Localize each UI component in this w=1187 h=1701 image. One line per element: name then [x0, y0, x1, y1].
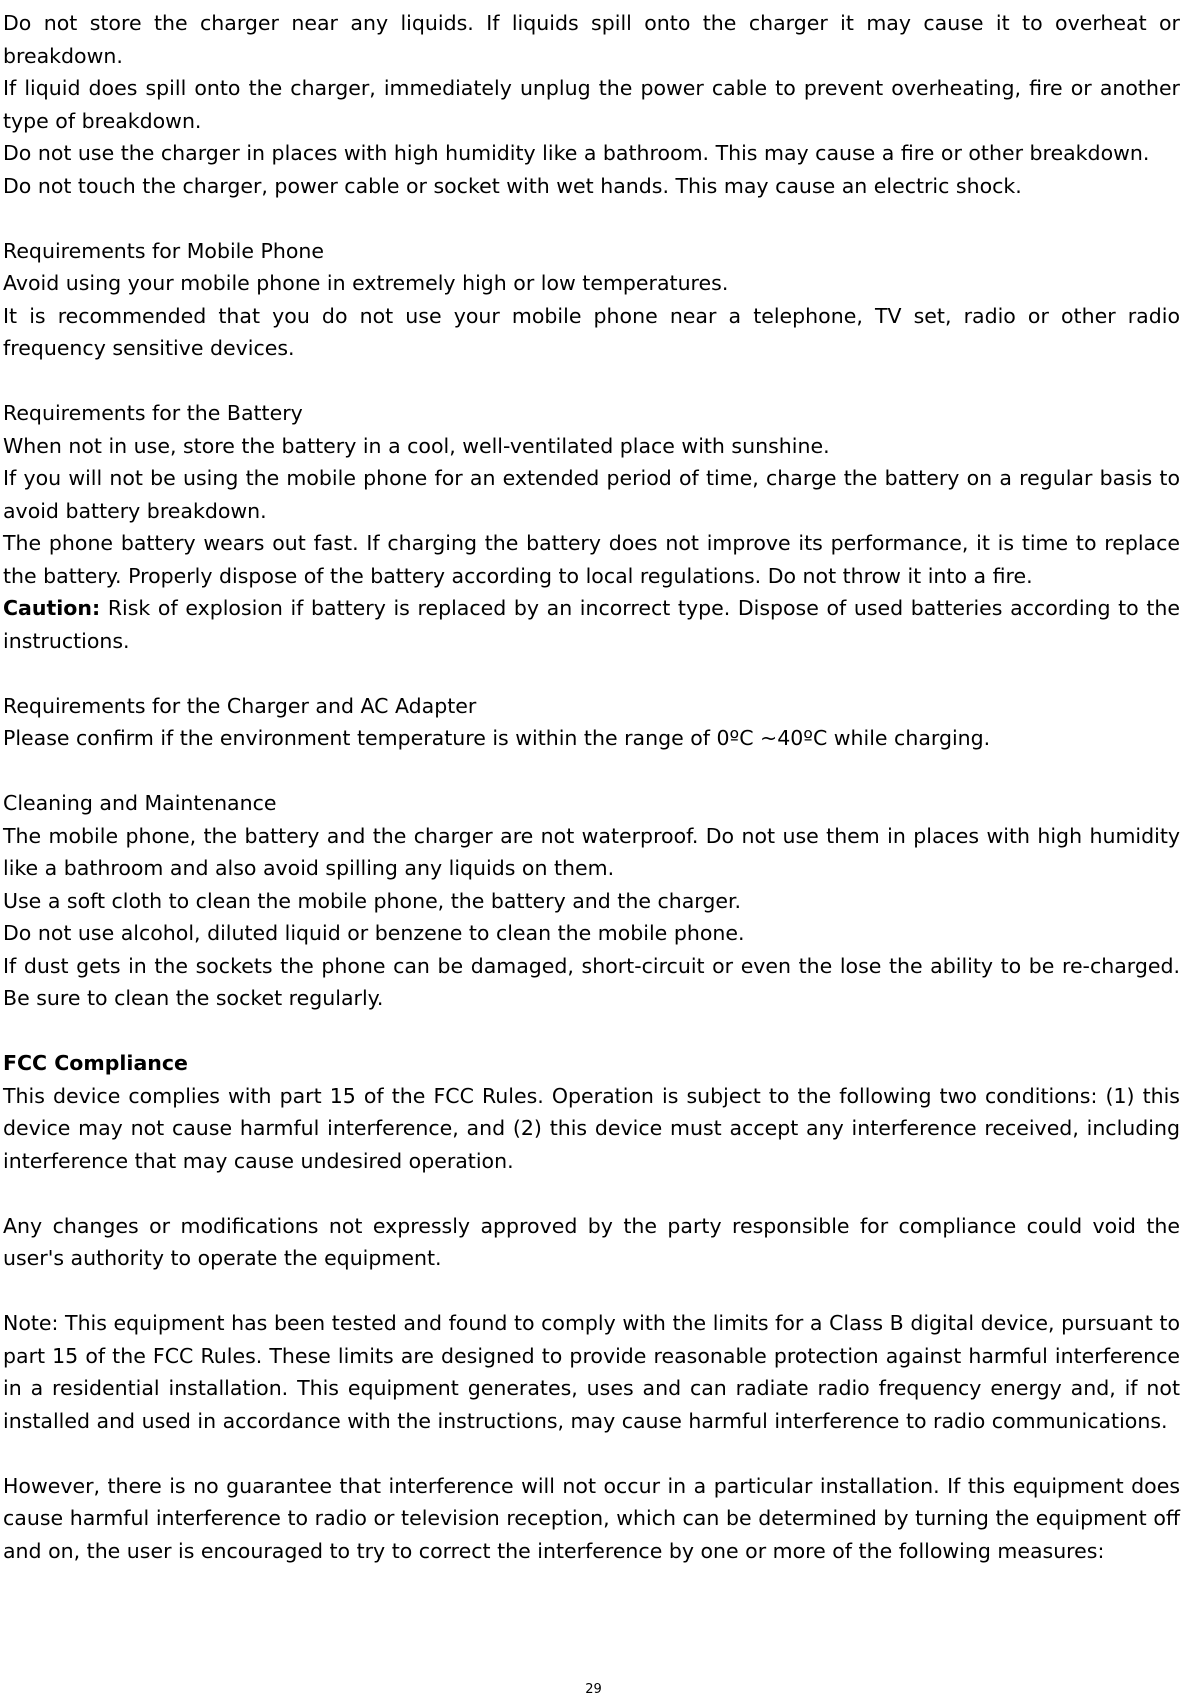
- paragraph: Do not use alcohol, diluted liquid or benzene to clean the mobile phone.: [3, 921, 745, 945]
- caution-paragraph: [3, 592, 1180, 657]
- document-page: [3, 7, 1180, 1567]
- section-heading-fcc: FCC Compliance: [3, 1051, 188, 1075]
- paragraph: Do not store the charger near any liquids. If liquids spill onto the charger it may cause it to overheat or breakdown.: [3, 11, 1180, 68]
- page-number: 29: [585, 1682, 602, 1697]
- spacer: [3, 1275, 1180, 1308]
- spacer: [3, 657, 1180, 690]
- caution-text: Risk of explosion if battery is replaced by an incorrect type. Dispose of used batteries according to the instructions.: [3, 596, 1180, 653]
- paragraph: Any changes or modifications not expressly approved by the party responsible for compliance could void the user's authority to operate the equipment.: [3, 1213, 1180, 1270]
- paragraph: Please confirm if the environment temperature is within the range of 0ºC ~40ºC while charging.: [3, 726, 991, 750]
- section-heading-charger-adapter: Requirements for the Charger and AC Adapter: [3, 693, 477, 718]
- paragraph: However, there is no guarantee that interference will not occur in a particular installation. If this equipment does cause harmful interference to radio or television reception, which can be determined by turning the equipment off and on, the user is encouraged to try to correct the interference by one or more of the following measures:: [3, 1473, 1180, 1563]
- spacer: [3, 755, 1180, 788]
- paragraph: Note: This equipment has been tested and found to comply with the limits for a Class B digital device, pursuant to part 15 of the FCC Rules. These limits are designed to provide reasonable protection against harmful interference in a residential installation. This equipment generates, uses and can radiate radio frequency energy and, if not installed and used in accordance with the instructions, may cause harmful interference to radio communications.: [3, 1311, 1180, 1433]
- paragraph: If dust gets in the sockets the phone can be damaged, short-circuit or even the lose the ability to be re-charged. Be sure to clean the socket regularly.: [3, 953, 1180, 1010]
- paragraph: This device complies with part 15 of the FCC Rules. Operation is subject to the following two conditions: (1) this device may not cause harmful interference, and (2) this device must accept any interference received, including interference that may cause undesired operation.: [3, 1083, 1180, 1173]
- paragraph: The phone battery wears out fast. If charging the battery does not improve its performance, it is time to replace the battery. Properly dispose of the battery according to local regulations. Do not throw it into a fire.: [3, 531, 1180, 588]
- paragraph: Avoid using your mobile phone in extremely high or low temperatures.: [3, 271, 729, 295]
- spacer: [3, 1437, 1180, 1470]
- spacer: [3, 1177, 1180, 1210]
- caution-label: Caution:: [3, 596, 101, 620]
- paragraph: Do not touch the charger, power cable or socket with wet hands. This may cause an electric shock.: [3, 173, 1022, 198]
- paragraph: It is recommended that you do not use your mobile phone near a telephone, TV set, radio or other radio frequency sensitive devices.: [3, 303, 1180, 360]
- paragraph: The mobile phone, the battery and the charger are not waterproof. Do not use them in places with high humidity like a bathroom and also avoid spilling any liquids on them.: [3, 823, 1180, 880]
- section-heading-battery: Requirements for the Battery: [3, 401, 303, 425]
- paragraph: When not in use, store the battery in a cool, well-ventilated place with sunshine.: [3, 433, 830, 458]
- paragraph: Use a soft cloth to clean the mobile phone, the battery and the charger.: [3, 888, 742, 913]
- spacer: [3, 1015, 1180, 1048]
- section-heading-mobile-phone: Requirements for Mobile Phone: [3, 238, 325, 263]
- spacer: [3, 202, 1180, 235]
- spacer: [3, 365, 1180, 398]
- paragraph: If you will not be using the mobile phone for an extended period of time, charge the battery on a regular basis to avoid battery breakdown.: [3, 466, 1180, 523]
- paragraph: Do not use the charger in places with high humidity like a bathroom. This may cause a fire or other breakdown.: [3, 141, 1150, 165]
- paragraph: If liquid does spill onto the charger, immediately unplug the power cable to prevent overheating, fire or another type of breakdown.: [3, 76, 1180, 133]
- section-heading-cleaning: Cleaning and Maintenance: [3, 791, 277, 815]
